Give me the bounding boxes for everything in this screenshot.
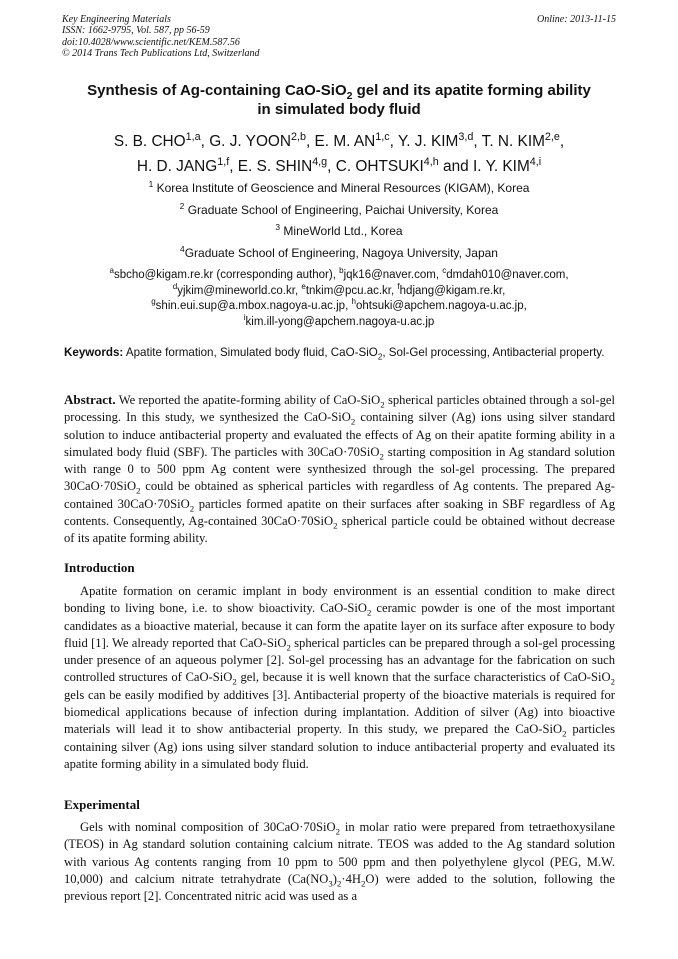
author: T. N. KIM$^{2,e}$ [481,130,560,150]
affiliation-1: $^1$ Korea Institute of Geoscience and Mineral Resources (KIGAM), Korea [148,179,530,195]
keywords-label: Keywords: [64,346,124,359]
issn-line: ISSN: 1662-9795, Vol. 587, pp 56-59 [62,25,210,37]
author-list: S. B. CHO$^{1,a}$, G. J. YOON$^{2,b}$, E. M. AN$^{1,c}$, Y. J. KIM$^{3,d}$, T. N. KIM$^{2,e}$, H. D. JANG$^{1,f}$, E. S. SHIN$^{4,g}$, C. OHTSUKI$^{4,h}$ and I. Y. KIM$^{4,i}$ [113,130,565,175]
journal-header [62,14,616,59]
paper-title: Synthesis of Ag-containing CaO-SiO$_2$ gel and its apatite forming ability in simulated body fluid [87,82,591,118]
affiliation-3: $^3$ MineWorld Ltd., Korea [275,222,403,238]
abstract-section: Abstract. We reported the apatite-forming ability of CaO-SiO$_2$ spherical particles obtained through a sol-gel processing. In this study, we synthesized the CaO-SiO$_2$ containing silver (Ag) ions using silver standard solution to induce antibacterial property and evaluated the effects of Ag on their apatite forming ability in a simulated body fluid (SBF). The particles with 30CaO·70SiO$_2$ starting composition in Ag standard solution with range 0 to 500 ppm Ag content were synthesized through the sol-gel processing. The prepared 30CaO·70SiO$_2$ could be obtained as spherical particles with regardless of Ag contents. The prepared Ag-contained 30CaO·70SiO$_2$ particles formed apatite on their surfaces after soaking in SBF regardless of Ag contents. Consequently, Ag-contained 30CaO·70SiO$_2$ spherical particle could be obtained without decrease of its apatite forming ability. [64,392,616,546]
email: tnkim@pcu.ac.kr, [305,284,395,297]
email: kim.ill-yong@apchem.nagoya-u.ac.jp [245,315,435,328]
email: yjkim@mineworld.co.kr, [177,284,299,297]
author: E. M. AN$^{1,c}$ [314,130,390,150]
affiliation-4: $^4$Graduate School of Engineering, Nagoya University, Japan [180,244,498,260]
doi-line: doi:10.4028/www.scientific.net/KEM.587.56 [62,36,240,48]
author-conjunction: and [443,158,469,175]
author: C. OHTSUKI$^{4,h}$ [335,155,439,175]
author: E. S. SHIN$^{4,g}$ [237,155,328,175]
keywords-section: Keywords: Apatite formation, Simulated body fluid, CaO-SiO$_2$, Sol-Gel processing, Antibacterial property. [64,346,605,362]
email: dmdah010@naver.com, [446,269,569,281]
copyright-line: © 2014 Trans Tech Publications Ltd, Switzerland [62,47,260,59]
email: ohtsuki@apchem.nagoya-u.ac.jp, [355,300,527,312]
author: G. J. YOON$^{2,b}$ [209,130,306,150]
abstract-label: Abstract. [64,392,116,407]
section-heading-experimental: Experimental [64,797,140,812]
journal-name: Key Engineering Materials [62,14,171,25]
online-date: Online: 2013-11-15 [537,14,616,25]
author: H. D. JANG$^{1,f}$ [136,155,230,175]
email: sbcho@kigam.re.kr (corresponding author), [113,269,336,281]
experimental-paragraph: Gels with nominal composition of 30CaO·70SiO$_2$ in molar ratio were prepared from tetraethoxysilane (TEOS) in Ag standard solution containing calcium nitrate. TEOS was added to the Ag standard solution with various Ag contents ranging from 10 ppm to 500 ppm and then polyethylene glycol (PEG, M.W. 10,000) and calcium nitrate tetrahydrate $(Ca(NO_3)_2\cdot 4H_2O)$ were added to the solution, following the previous report [2]. Concentrated nitric acid was used as a [64,820,616,904]
author: I. Y. KIM$^{4,i}$ [473,155,542,175]
email: jqk16@naver.com, [343,269,440,281]
affiliation-2: $^2$ Graduate School of Engineering, Paichai University, Korea [179,201,499,217]
email: shin.eui.sup@a.mbox.nagoya-u.ac.jp, [155,300,349,312]
email: hdjang@kigam.re.kr, [399,284,506,297]
author: Y. J. KIM$^{3,d}$ [397,130,474,150]
email-list: $^a$sbcho@kigam.re.kr (corresponding author), $^b$jqk16@naver.com, $^c$dmdah010@naver.com, $^d$yjkim@mineworld.co.kr, $^e$tnkim@pcu.ac.kr, $^f$hdjang@kigam.re.kr, $^g$shin.eui.sup@a.mbox.nagoya-u.ac.jp, $^h$ohtsuki@apchem.nagoya-u.ac.jp, $^i$kim.ill-yong@apchem.nagoya-u.ac.jp [109,266,569,328]
section-heading-introduction: Introduction [64,560,135,575]
introduction-paragraph: Apatite formation on ceramic implant in body environment is an essential condition to make direct bonding to living bone, i.e. to show bioactivity. CaO-SiO$_2$ ceramic powder is one of the most important candidates as a bioactive material, because it can form the apatite layer on its surface after exposure to body fluid [1]. We already reported that CaO-SiO$_2$ spherical particles can be prepared through a sol-gel processing under presence of an aqueous polymer [2]. Sol-gel processing has an advantage for the fabrication on such controlled structures of CaO-SiO$_2$ gel, because it is well known that the surface characteristics of CaO-SiO$_2$ gels can be easily modified by additives [3]. Antibacterial property of the bioactive materials is required for biomedical applications because of infection during implantation. Addition of silver (Ag) into bioactive materials will lead it to show antibacterial property. In this study, we prepared the CaO-SiO$_2$ particles containing silver (Ag) ions using silver standard solution to induce antibacterial property and evaluated its apatite forming ability in a simulated body fluid. [64,584,616,771]
author: S. B. CHO$^{1,a}$ [113,130,201,150]
